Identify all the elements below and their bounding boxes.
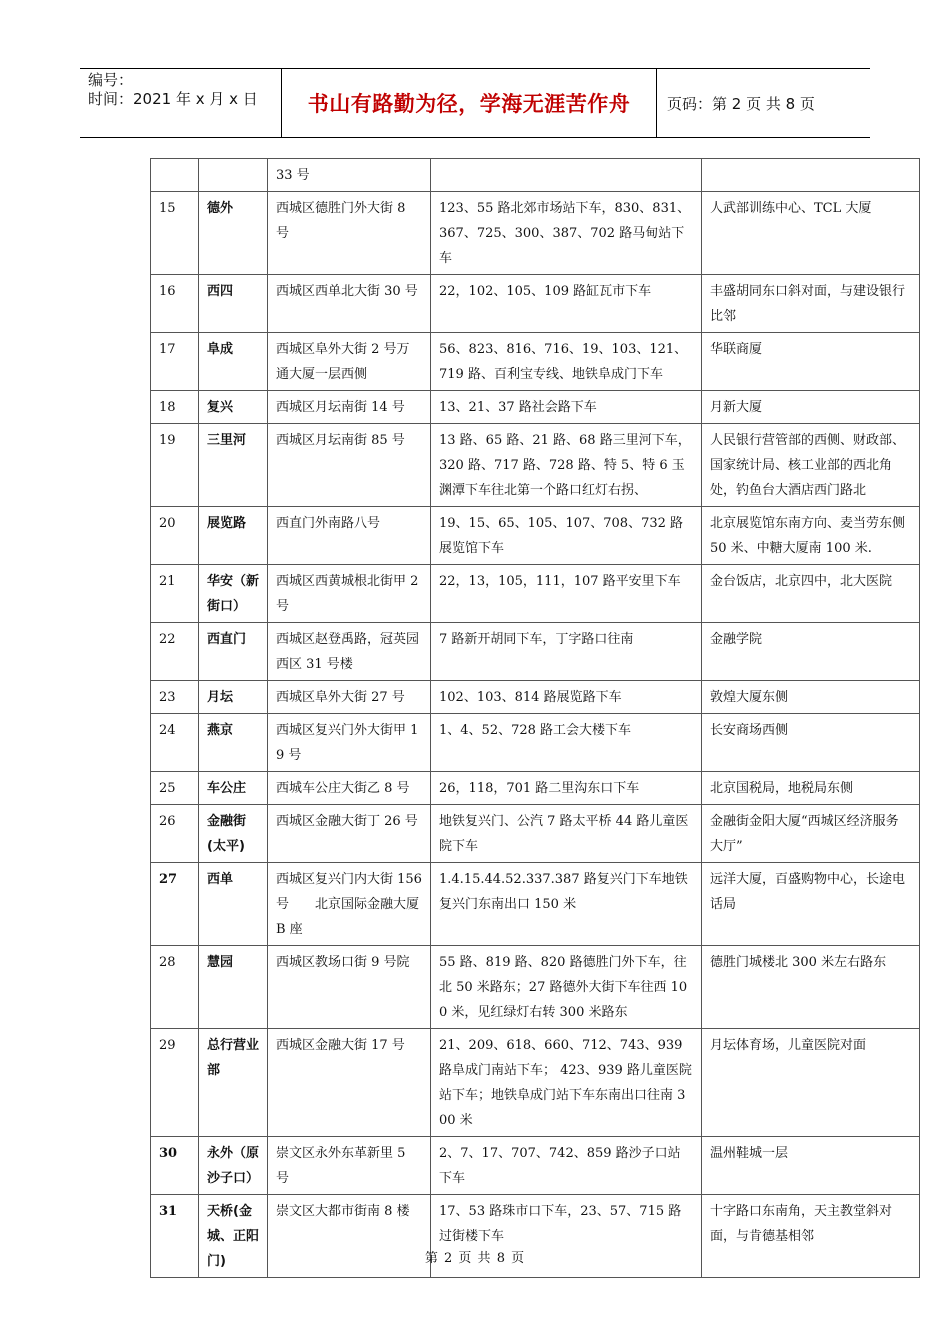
cell-no: 16: [151, 275, 199, 333]
cell-address: 西城车公庄大街乙 8 号: [268, 772, 431, 805]
cell-name: 总行营业部: [199, 1029, 268, 1137]
cell-name: 展览路: [199, 507, 268, 565]
cell-bus: 22，102、105、109 路缸瓦市下车: [431, 275, 702, 333]
cell-no: 15: [151, 192, 199, 275]
cell-bus: 123、55 路北郊市场站下车，830、831、367、725、300、387、702 路马甸站下车: [431, 192, 702, 275]
cell-name: 永外（原沙子口）: [199, 1137, 268, 1195]
cell-nearby: 德胜门城楼北 300 米左右路东: [702, 946, 920, 1029]
cell-address: 西城区金融大街 17 号: [268, 1029, 431, 1137]
table-row: [151, 863, 920, 946]
cell-nearby: 金台饭店，北京四中，北大医院: [702, 565, 920, 623]
cell-address: 西城区教场口街 9 号院: [268, 946, 431, 1029]
cell-nearby: 金融街金阳大厦“西城区经济服务大厅”: [702, 805, 920, 863]
cell-name: 阜成: [199, 333, 268, 391]
table-row: [151, 159, 920, 192]
cell-address: 西城区赵登禹路，冠英园西区 31 号楼: [268, 623, 431, 681]
cell-no: 26: [151, 805, 199, 863]
cell-no: 20: [151, 507, 199, 565]
cell-bus: 13、21、37 路社会路下车: [431, 391, 702, 424]
cell-bus: 55 路、819 路、820 路德胜门外下车，往北 50 米路东；27 路德外大街下车往西 100 米，见红绿灯右转 300 米路东: [431, 946, 702, 1029]
cell-bus: 13 路、65 路、21 路、68 路三里河下车，320 路、717 路、728 路、特 5、特 6 玉渊潭下车往北第一个路口红灯右拐、: [431, 424, 702, 507]
cell-bus: [431, 159, 702, 192]
cell-nearby: 丰盛胡同东口斜对面，与建设银行比邻: [702, 275, 920, 333]
table-row: [151, 805, 920, 863]
cell-nearby: [702, 159, 920, 192]
cell-address: 西直门外南路八号: [268, 507, 431, 565]
table-row: [151, 333, 920, 391]
header-meta: [80, 69, 282, 137]
cell-nearby: 北京展览馆东南方向、麦当劳东侧 50 米、中糖大厦南 100 米.: [702, 507, 920, 565]
cell-address: 西城区德胜门外大街 8 号: [268, 192, 431, 275]
cell-nearby: 月新大厦: [702, 391, 920, 424]
cell-address: 崇文区永外东革新里 5 号: [268, 1137, 431, 1195]
cell-no: 31: [151, 1195, 199, 1278]
table-row: [151, 681, 920, 714]
cell-bus: 26，118，701 路二里沟东口下车: [431, 772, 702, 805]
cell-address: 西城区月坛南街 85 号: [268, 424, 431, 507]
cell-name: 金融街(太平): [199, 805, 268, 863]
cell-nearby: 远洋大厦，百盛购物中心，长途电话局: [702, 863, 920, 946]
cell-address: 西城区西单北大街 30 号: [268, 275, 431, 333]
table-row: [151, 714, 920, 772]
cell-bus: 22，13，105，111，107 路平安里下车: [431, 565, 702, 623]
cell-nearby: 长安商场西侧: [702, 714, 920, 772]
table-row: [151, 192, 920, 275]
cell-bus: 地铁复兴门、公汽 7 路太平桥 44 路儿童医院下车: [431, 805, 702, 863]
cell-no: 28: [151, 946, 199, 1029]
cell-bus: 2、7、17、707、742、859 路沙子口站下车: [431, 1137, 702, 1195]
cell-address: 崇文区大都市街南 8 楼: [268, 1195, 431, 1278]
cell-address: 西城区复兴门内大街 156 号 北京国际金融大厦 B 座: [268, 863, 431, 946]
cell-bus: 102、103、814 路展览路下车: [431, 681, 702, 714]
cell-nearby: 人武部训练中心、TCL 大厦: [702, 192, 920, 275]
number-label: 编号：: [88, 71, 134, 89]
cell-no: 23: [151, 681, 199, 714]
page-footer: 第 2 页 共 8 页: [424, 1251, 526, 1266]
cell-name: 华安（新街口）: [199, 565, 268, 623]
branch-table: [150, 158, 920, 1278]
page-header: [80, 68, 870, 138]
cell-no: 17: [151, 333, 199, 391]
cell-name: 车公庄: [199, 772, 268, 805]
table-row: [151, 275, 920, 333]
table-row: [151, 623, 920, 681]
cell-name: 三里河: [199, 424, 268, 507]
cell-address: 西城区阜外大街 2 号万通大厦一层西侧: [268, 333, 431, 391]
cell-no: 30: [151, 1137, 199, 1195]
cell-nearby: 华联商厦: [702, 333, 920, 391]
table-row: [151, 1029, 920, 1137]
cell-no: 22: [151, 623, 199, 681]
table-row: [151, 946, 920, 1029]
cell-address: 西城区月坛南街 14 号: [268, 391, 431, 424]
cell-address: 西城区阜外大街 27 号: [268, 681, 431, 714]
cell-bus: 1.4.15.44.52.337.387 路复兴门下车地铁复兴门东南出口 150 米: [431, 863, 702, 946]
cell-no: 21: [151, 565, 199, 623]
header-motto: 书山有路勤为径，学海无涯苦作舟: [282, 69, 657, 137]
cell-name: 西单: [199, 863, 268, 946]
cell-nearby: 金融学院: [702, 623, 920, 681]
cell-no: [151, 159, 199, 192]
table-row: [151, 772, 920, 805]
cell-no: 25: [151, 772, 199, 805]
cell-bus: 1、4、52、728 路工会大楼下车: [431, 714, 702, 772]
cell-nearby: 敦煌大厦东侧: [702, 681, 920, 714]
cell-bus: 56、823、816、716、19、103、121、719 路、百利宝专线、地铁阜成门下车: [431, 333, 702, 391]
cell-no: 27: [151, 863, 199, 946]
cell-name: 燕京: [199, 714, 268, 772]
cell-name: 复兴: [199, 391, 268, 424]
cell-nearby: 北京国税局，地税局东侧: [702, 772, 920, 805]
cell-nearby: 十字路口东南角，天主教堂斜对面，与肯德基相邻: [702, 1195, 920, 1278]
cell-bus: 21、209、618、660、712、743、939 路阜成门南站下车； 423、939 路儿童医院站下车；地铁阜成门站下车东南出口往南 300 米: [431, 1029, 702, 1137]
header-page-info: 页码：第 2 页 共 8 页: [667, 94, 815, 113]
cell-name: 月坛: [199, 681, 268, 714]
table-row: [151, 507, 920, 565]
cell-name: 西直门: [199, 623, 268, 681]
table-row: [151, 565, 920, 623]
cell-no: 19: [151, 424, 199, 507]
cell-bus: 17、53 路珠市口下车，23、57、715 路过街楼下车: [431, 1195, 702, 1278]
cell-name: [199, 159, 268, 192]
cell-nearby: 人民银行营管部的西侧、财政部、国家统计局、核工业部的西北角处，钓鱼台大酒店西门路北: [702, 424, 920, 507]
cell-name: 天桥(金城、正阳门): [199, 1195, 268, 1278]
cell-bus: 7 路新开胡同下车，丁字路口往南: [431, 623, 702, 681]
table-row: [151, 1137, 920, 1195]
cell-no: 24: [151, 714, 199, 772]
table-row: [151, 424, 920, 507]
cell-nearby: 月坛体育场，儿童医院对面: [702, 1029, 920, 1137]
time-label: 时间：2021 年 x 月 x 日: [88, 90, 258, 108]
cell-name: 慧园: [199, 946, 268, 1029]
cell-address: 西城区西黄城根北街甲 2 号: [268, 565, 431, 623]
cell-address: 33 号: [268, 159, 431, 192]
cell-address: 西城区复兴门外大街甲 19 号: [268, 714, 431, 772]
cell-address: 西城区金融大街丁 26 号: [268, 805, 431, 863]
cell-name: 德外: [199, 192, 268, 275]
table-row: [151, 391, 920, 424]
cell-bus: 19、15、65、105、107、708、732 路展览馆下车: [431, 507, 702, 565]
cell-name: 西四: [199, 275, 268, 333]
cell-no: 29: [151, 1029, 199, 1137]
cell-nearby: 温州鞋城一层: [702, 1137, 920, 1195]
cell-no: 18: [151, 391, 199, 424]
